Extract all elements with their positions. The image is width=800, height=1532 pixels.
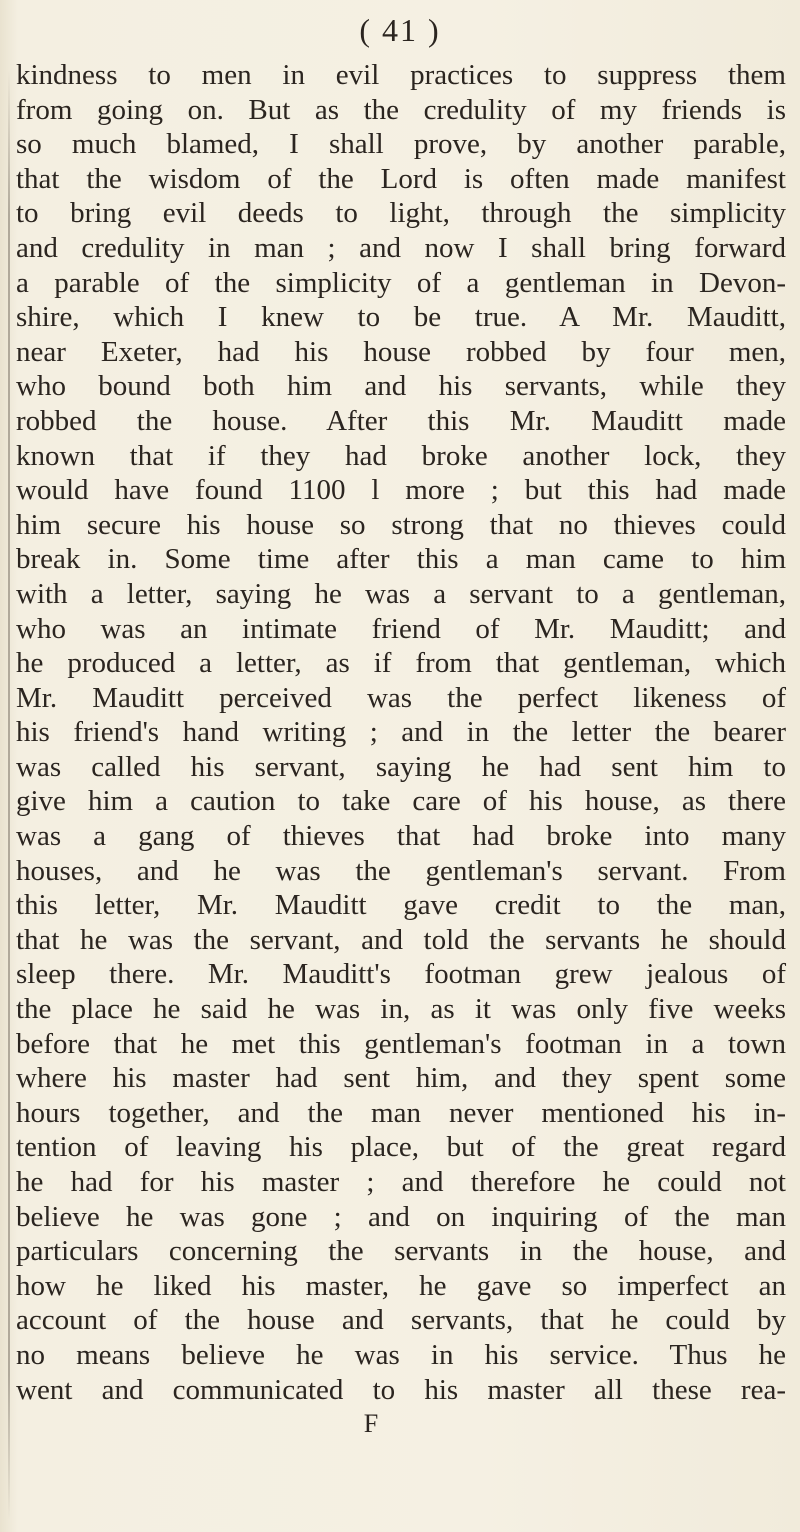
text-line: account of the house and servants, that he could by: [16, 1304, 786, 1337]
text-line: tention of leaving his place, but of the great regard: [16, 1131, 786, 1164]
text-line: near Exeter, had his house robbed by four men,: [16, 335, 786, 368]
text-line: shire, which I knew to be true. A Mr. Mauditt,: [16, 301, 786, 334]
text-line: give him a caution to take care of his house, as there: [16, 785, 786, 818]
text-line: believe he was gone ; and on inquiring of the man: [16, 1200, 786, 1233]
text-line: who bound both him and his servants, while they: [16, 370, 786, 403]
text-line: a parable of the simplicity of a gentleman in Devon-: [16, 266, 786, 299]
text-line: hours together, and the man never mentioned his in-: [16, 1096, 786, 1129]
text-line: so much blamed, I shall prove, by another parable,: [16, 128, 786, 161]
signature-mark: F: [363, 1409, 379, 1439]
text-line: kindness to men in evil practices to suppress them: [16, 59, 786, 91]
text-line: break in. Some time after this a man came to him: [16, 543, 786, 576]
text-line: the place he said he was in, as it was only five weeks: [16, 993, 786, 1026]
text-line: particulars concerning the servants in the house, and: [16, 1235, 786, 1268]
text-line: how he liked his master, he gave so imperfect an: [16, 1269, 786, 1302]
text-line: from going on. But as the credulity of my friends is: [16, 93, 786, 126]
text-line: went and communicated to his master all these rea-: [16, 1373, 786, 1406]
text-line: that the wisdom of the Lord is often made manifest: [16, 162, 786, 195]
text-line: was a gang of thieves that had broke into many: [16, 820, 786, 853]
text-line: his friend's hand writing ; and in the letter the bearer: [16, 716, 786, 749]
text-line: he produced a letter, as if from that gentleman, which: [16, 647, 786, 680]
text-line: sleep there. Mr. Mauditt's footman grew jealous of: [16, 958, 786, 991]
text-line: and credulity in man ; and now I shall bring forward: [16, 231, 786, 264]
text-line: this letter, Mr. Mauditt gave credit to the man,: [16, 889, 786, 922]
text-line: who was an intimate friend of Mr. Mauditt; and: [16, 612, 786, 645]
text-line: would have found 1100 l more ; but this had made: [16, 474, 786, 507]
text-line: he had for his master ; and therefore he could not: [16, 1166, 786, 1198]
text-line: to bring evil deeds to light, through the simplicity: [16, 197, 786, 230]
text-line: where his master had sent him, and they spent some: [16, 1062, 786, 1095]
page-number-header: ( 41 ): [359, 12, 441, 48]
text-line: with a letter, saying he was a servant to a gentleman,: [16, 577, 786, 610]
text-line: before that he met this gentleman's footman in a town: [16, 1027, 786, 1060]
text-line: houses, and he was the gentleman's servant. From: [16, 854, 786, 887]
text-line: no means believe he was in his service. Thus he: [16, 1338, 786, 1371]
text-line: him secure his house so strong that no thieves could: [16, 508, 786, 541]
text-line: known that if they had broke another lock, they: [16, 439, 786, 472]
text-line: that he was the servant, and told the servants he should: [16, 923, 786, 956]
text-line: was called his servant, saying he had sent him to: [16, 750, 786, 783]
page-gutter-edge: [8, 70, 10, 1520]
text-line: robbed the house. After this Mr. Mauditt made: [16, 404, 786, 437]
body-text: [16, 58, 786, 1442]
text-line: Mr. Mauditt perceived was the perfect likeness of: [16, 681, 786, 714]
